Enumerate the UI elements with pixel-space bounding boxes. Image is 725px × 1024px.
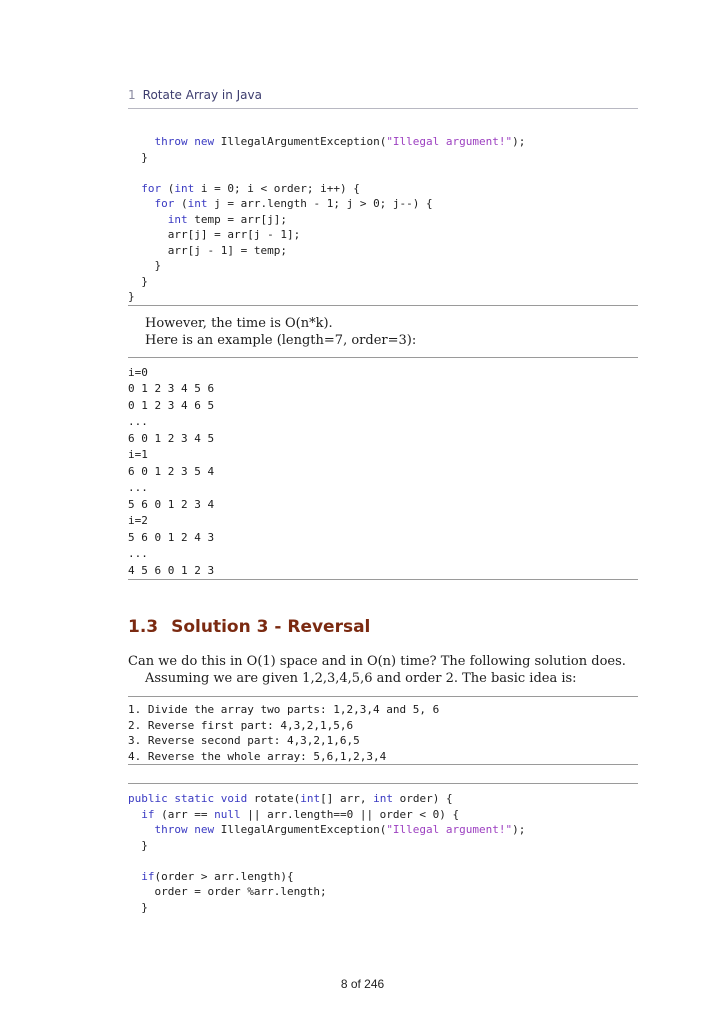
mono-line: 4 5 6 0 1 2 3	[128, 563, 215, 577]
page-content	[128, 0, 638, 915]
chapter-header	[128, 88, 638, 109]
code-line: if(order > arr.length){	[141, 869, 294, 883]
mono-line: 3. Reverse second part: 4,3,2,1,6,5	[128, 734, 360, 747]
horizontal-rule	[128, 783, 638, 784]
mono-line: 5 6 0 1 2 4 3	[128, 530, 215, 544]
section-heading	[128, 617, 638, 638]
code-line: for (int j = arr.length - 1; j > 0; j--) {	[154, 197, 433, 210]
paragraph-line: Assuming we are given 1,2,3,4,5,6 and order 2. The basic idea is:	[145, 671, 577, 686]
code-line: if (arr == null || arr.length==0 || order < 0) {	[141, 807, 460, 821]
code-block-shift-solution	[128, 134, 638, 305]
example-output-block	[128, 365, 638, 580]
code-line: throw new IllegalArgumentException("Illegal argument!");	[154, 135, 526, 148]
code-line: int temp = arr[j];	[167, 212, 287, 226]
code-line: arr[j - 1] = temp;	[128, 243, 287, 257]
chapter-title: Rotate Array in Java	[142, 88, 262, 102]
code-line: throw new IllegalArgumentException("Illegal argument!");	[154, 823, 526, 836]
code-line: arr[j] = arr[j - 1];	[128, 228, 301, 241]
mono-line: i=2	[128, 514, 148, 527]
mono-line: 0 1 2 3 4 6 5	[128, 398, 215, 412]
mono-line: 4. Reverse the whole array: 5,6,1,2,3,4	[128, 749, 387, 763]
code-line: }	[128, 900, 148, 914]
code-line: }	[128, 274, 148, 288]
code-line: }	[128, 838, 148, 852]
mono-line: ...	[128, 481, 148, 494]
mono-line: i=1	[128, 448, 148, 461]
mono-line: 1. Divide the array two parts: 1,2,3,4 and 5, 6	[128, 703, 440, 716]
code-line: order = order %arr.length;	[128, 885, 327, 898]
section-number: 1.3	[128, 617, 159, 637]
mono-line: ...	[128, 415, 148, 428]
paragraph-line: Here is an example (length=7, order=3):	[145, 332, 417, 348]
mono-line: i=0	[128, 365, 148, 379]
code-line	[128, 165, 638, 181]
chapter-number: 1	[128, 88, 136, 102]
paragraph-line: Can we do this in O(1) space and in O(n) time? The following solution does.	[128, 654, 626, 669]
horizontal-rule	[128, 764, 638, 765]
mono-line: 0 1 2 3 4 5 6	[128, 382, 215, 395]
page-number: 8 of 246	[340, 977, 385, 991]
horizontal-rule	[128, 696, 638, 697]
body-paragraph-solution	[128, 653, 638, 687]
paragraph-line: However, the time is O(n*k).	[145, 315, 333, 331]
body-paragraph-time	[128, 315, 638, 349]
section-title: Solution 3 - Reversal	[171, 617, 371, 637]
mono-line: 5 6 0 1 2 3 4	[128, 497, 215, 511]
horizontal-rule	[128, 305, 638, 306]
mono-line: 6 0 1 2 3 4 5	[128, 431, 215, 445]
horizontal-rule	[128, 579, 638, 580]
code-line: }	[128, 259, 162, 272]
mono-line: ...	[128, 547, 148, 560]
code-line	[128, 853, 638, 869]
code-line: for (int i = 0; i < order; i++) {	[141, 181, 360, 195]
page-footer	[0, 977, 725, 991]
horizontal-rule	[128, 357, 638, 358]
code-line: }	[128, 290, 135, 303]
code-block-rotate-reversal	[128, 791, 638, 915]
mono-line: 6 0 1 2 3 5 4	[128, 464, 215, 478]
mono-line: 2. Reverse first part: 4,3,2,1,5,6	[128, 718, 354, 732]
steps-list	[128, 702, 638, 764]
code-line: }	[128, 150, 148, 164]
code-line: public static void rotate(int[] arr, int order) {	[128, 792, 453, 805]
